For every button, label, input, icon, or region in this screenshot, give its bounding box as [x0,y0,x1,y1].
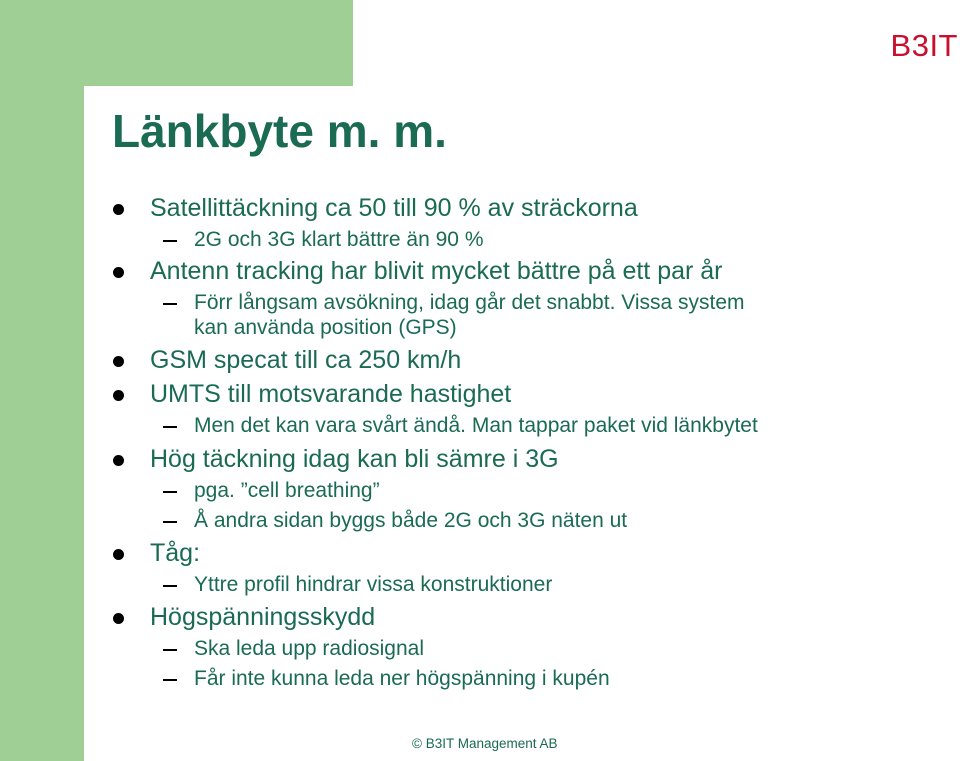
bullet-text: Högspänningsskydd [150,603,376,631]
decor-green-left [0,0,84,761]
sub-bullet-text: kan använda position (GPS) [194,316,457,339]
dash-icon [163,303,177,305]
bullet-text: Hög täckning idag kan bli sämre i 3G [150,445,559,473]
bullet-dot-icon [113,267,124,278]
bullet-text: Satellittäckning ca 50 till 90 % av sträckorna [150,194,638,222]
dash-icon [163,521,177,523]
sub-bullet-text: Yttre profil hindrar vissa konstruktioner [194,573,553,596]
bullet-text: Antenn tracking har blivit mycket bättre på ett par år [150,257,723,285]
bullet-dot-icon [113,204,124,215]
sub-bullet-text: Å andra sidan byggs både 2G och 3G näten ut [194,509,628,532]
logo: B3IT [890,28,958,63]
bullet-dot-icon [113,549,124,560]
dash-icon [163,240,177,242]
sub-bullet-text: Förr långsam avsökning, idag går det snabbt. Vissa system [194,291,745,314]
sub-bullet-text: pga. ”cell breathing” [194,479,380,502]
bullet-dot-icon [113,390,124,401]
slide-title: Länkbyte m. m. [112,105,447,157]
dash-icon [163,679,177,681]
bullet-dot-icon [113,613,124,624]
bullet-text: UMTS till motsvarande hastighet [150,380,512,408]
dash-icon [163,649,177,651]
sub-bullet-text: 2G och 3G klart bättre än 90 % [194,228,484,251]
bullet-text: GSM specat till ca 250 km/h [150,346,462,374]
sub-bullet-text: Ska leda upp radiosignal [194,637,424,660]
sub-bullet-text: Men det kan vara svårt ändå. Man tappar paket vid länkbytet [194,414,758,437]
sub-bullet-text: Får inte kunna leda ner högspänning i kupén [194,667,610,690]
bullet-dot-icon [113,455,124,466]
footer-copyright: © B3IT Management AB [412,736,558,751]
bullet-dot-icon [113,356,124,367]
dash-icon [163,491,177,493]
bullet-text: Tåg: [150,539,201,567]
dash-icon [163,426,177,428]
dash-icon [163,585,177,587]
